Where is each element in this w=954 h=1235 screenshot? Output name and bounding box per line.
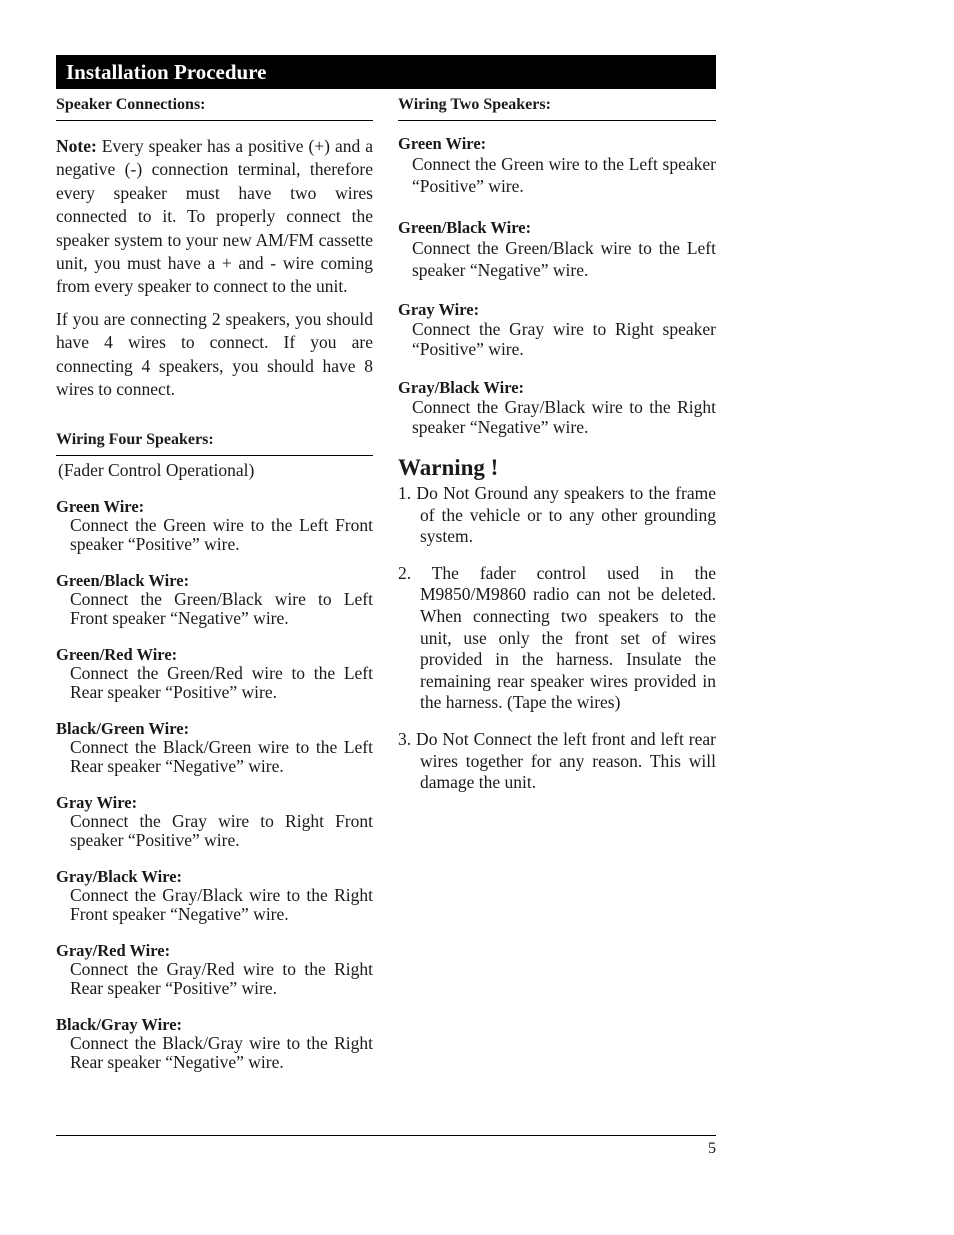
wire-item	[398, 300, 716, 359]
wire-label: Gray Wire:	[56, 792, 138, 812]
wire-item	[56, 571, 373, 629]
wire-description: Connect the Green wire to the Left speaker “Positive” wire.	[412, 154, 716, 196]
speaker-connections-heading: Speaker Connections:	[56, 94, 373, 121]
left-column	[56, 94, 373, 1073]
warning-item: 2. The fader control used in the M9850/M9860 radio can not be deleted. When connecting two speakers to the unit, use only the front set of wires provided in the harness. Insulate the remaining rear speaker wires provided in the harness. (Tape the wires)	[398, 562, 716, 713]
wire-description: Connect the Gray/Black wire to the Right Front speaker “Negative” wire.	[70, 884, 373, 925]
wire-label: Gray/Black Wire:	[56, 866, 183, 886]
wire-label: Gray/Red Wire:	[56, 940, 171, 960]
wire-description: Connect the Gray wire to Right speaker “Positive” wire.	[412, 319, 716, 359]
wire-description: Connect the Gray/Red wire to the Right Rear speaker “Positive” wire.	[70, 958, 373, 999]
four-speakers-wire-list	[56, 497, 373, 1073]
wire-item	[398, 378, 716, 437]
wire-label: Green/Black Wire:	[398, 218, 532, 237]
wire-label: Gray/Black Wire:	[398, 378, 525, 397]
note-text: Every speaker has a positive (+) and a negative (-) connection terminal, therefore every speaker must have two wires connected to it. To properly connect the speaker system to your new AM/FM cassette unit, you must have a + and - wire coming from every speaker to connect to the unit.	[56, 136, 373, 297]
page-title: Installation Procedure	[56, 55, 716, 89]
right-column	[398, 94, 716, 794]
wire-label: Green/Black Wire:	[56, 570, 190, 590]
wire-item	[56, 497, 373, 555]
wire-label: Black/Green Wire:	[56, 718, 190, 738]
wire-label: Black/Gray Wire:	[56, 1014, 183, 1034]
warning-item: 1. Do Not Ground any speakers to the frame of the vehicle or to any other grounding system.	[398, 483, 716, 547]
fader-note: (Fader Control Operational)	[58, 460, 255, 481]
wire-label: Gray Wire:	[398, 300, 480, 319]
wire-item	[56, 645, 373, 703]
wire-description: Connect the Green/Red wire to the Left Rear speaker “Positive” wire.	[70, 662, 373, 703]
warning-list	[398, 483, 716, 794]
warning-item: 3. Do Not Connect the left front and left rear wires together for any reason. This will damage the unit.	[398, 728, 716, 793]
wire-item	[56, 941, 373, 999]
four-speakers-heading: Wiring Four Speakers:	[56, 429, 373, 456]
wire-label: Green Wire:	[56, 496, 145, 516]
wire-item	[56, 719, 373, 777]
wire-label: Green Wire:	[398, 134, 487, 153]
two-speakers-wire-list	[398, 134, 716, 437]
wire-label: Green/Red Wire:	[56, 644, 178, 664]
wire-count-paragraph: If you are connecting 2 speakers, you should have 4 wires to connect. If you are connecting 4 speakers, you should have 8 wires to connect.	[56, 308, 373, 400]
wire-item	[398, 218, 716, 281]
footer-divider	[56, 1135, 716, 1136]
wire-description: Connect the Green/Black wire to Left Front speaker “Negative” wire.	[70, 588, 373, 629]
wire-item	[56, 793, 373, 851]
note-label: Note:	[56, 136, 97, 156]
wire-description: Connect the Black/Green wire to the Left Rear speaker “Negative” wire.	[70, 736, 373, 777]
two-speakers-heading: Wiring Two Speakers:	[398, 94, 716, 121]
note-paragraph	[56, 135, 373, 299]
wire-description: Connect the Green/Black wire to the Left speaker “Negative” wire.	[412, 238, 716, 280]
wire-item	[56, 867, 373, 925]
wire-description: Connect the Black/Gray wire to the Right Rear speaker “Negative” wire.	[70, 1032, 373, 1073]
warning-title: Warning !	[398, 455, 499, 480]
wire-item	[56, 1015, 373, 1073]
wire-description: Connect the Gray/Black wire to the Right speaker “Negative” wire.	[412, 397, 716, 437]
wire-item	[398, 134, 716, 197]
wire-description: Connect the Gray wire to Right Front speaker “Positive” wire.	[70, 810, 373, 851]
page-number: 5	[708, 1140, 716, 1157]
wire-description: Connect the Green wire to the Left Front speaker “Positive” wire.	[70, 514, 373, 555]
